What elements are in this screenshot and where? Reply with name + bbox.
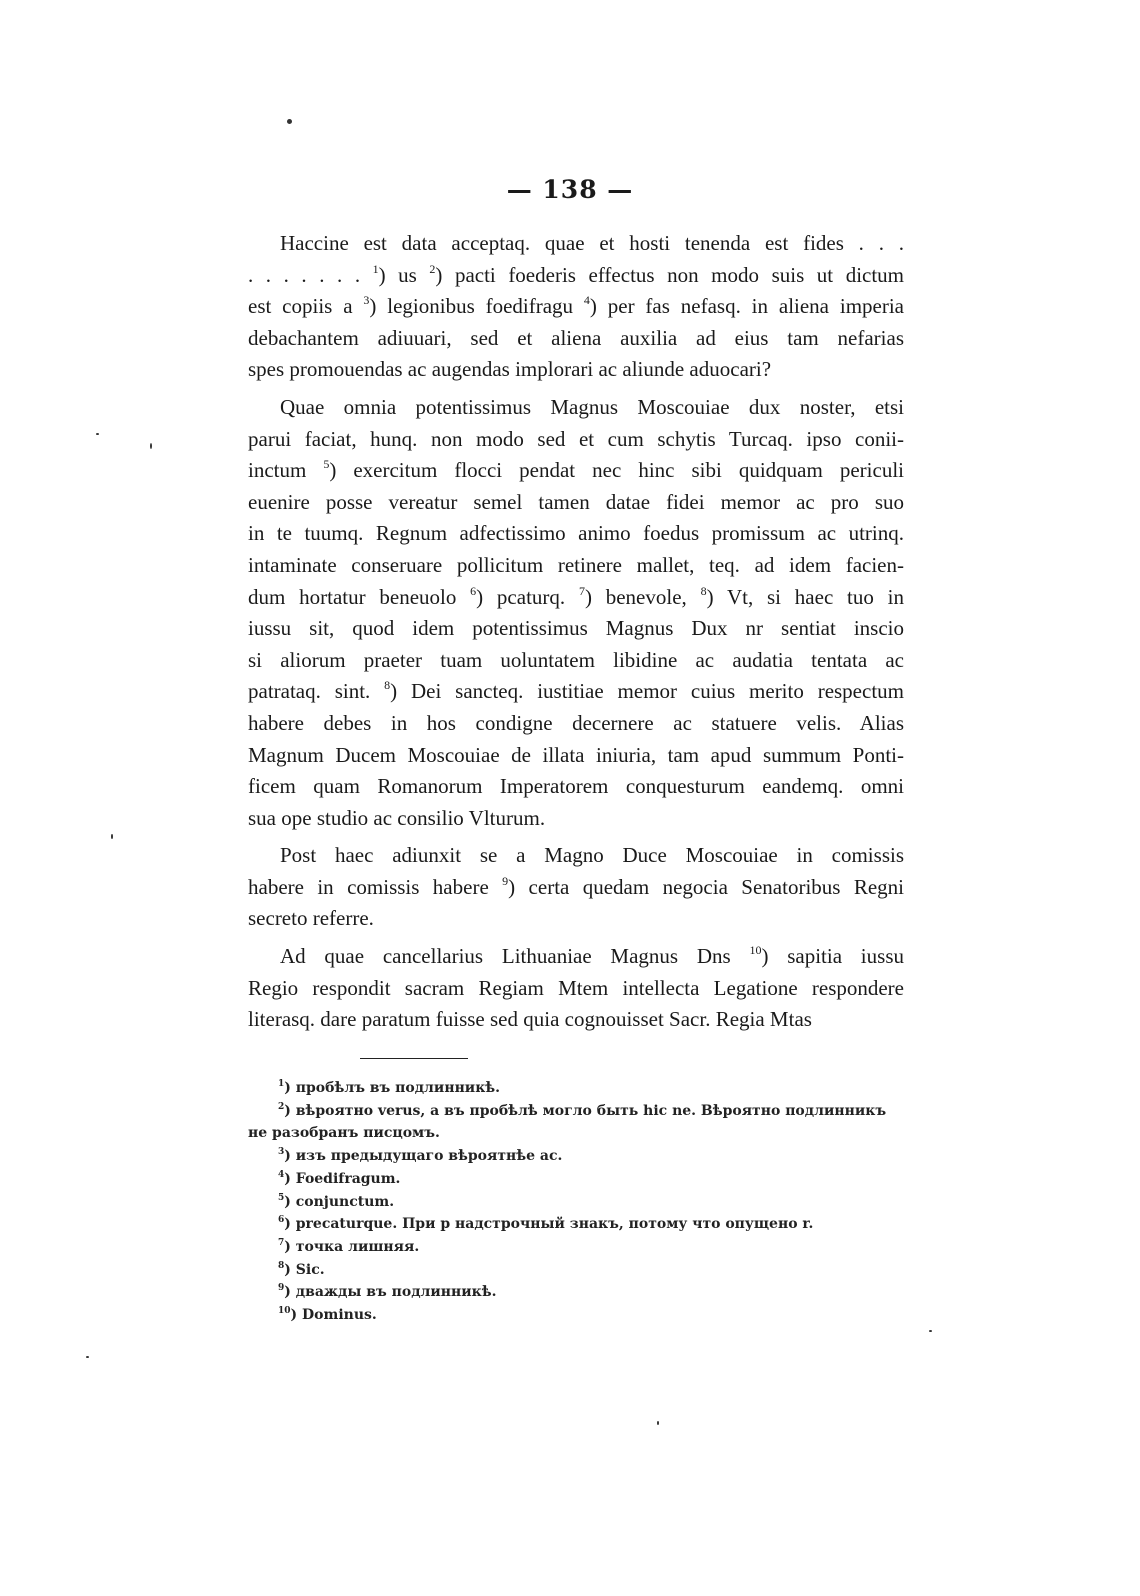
text-line: [248, 392, 904, 424]
scan-speck: [86, 1356, 89, 1358]
text-line: [248, 613, 904, 645]
text-run: Quae omnia potentissimus Magnus Moscouiae dux noster, etsi: [280, 394, 904, 419]
footnote-text: ) пробѣлъ въ подлинникѣ.: [284, 1080, 501, 1096]
scan-speck: [657, 1421, 659, 1425]
text-run: ) legionibus foedifragu: [369, 294, 584, 319]
footnote-ref: 9: [502, 873, 509, 888]
paragraph: [248, 840, 904, 935]
main-text: [248, 228, 904, 1042]
text-line: [248, 550, 904, 582]
text-line: [248, 323, 904, 355]
text-line: [248, 840, 904, 872]
text-run: Magnum Ducem Moscouiae de illata iniuria, tam apud summum Ponti-: [248, 742, 904, 767]
text-line: [248, 740, 904, 772]
text-run: ) exercitum flocci pendat nec hinc sibi quidquam periculi: [329, 458, 904, 483]
text-line: [248, 582, 904, 614]
text-run: ) per fas nefasq. in aliena imperia: [589, 294, 904, 319]
footnote-ref: 2: [429, 261, 436, 276]
paragraph: [248, 941, 904, 1036]
footnote-mark: 5: [278, 1192, 285, 1203]
text-line: [248, 518, 904, 550]
text-run: Haccine est data acceptaq. quae et hosti tenenda est fides . . .: [280, 231, 904, 255]
footnote-ref: 10: [749, 943, 762, 958]
text-run: habere debes in hos condigne decernere ac statuere velis. Alias: [248, 710, 904, 735]
text-line: [248, 941, 904, 973]
footnote-text: ) Foedifragum.: [284, 1170, 401, 1187]
scan-speck: [96, 433, 99, 435]
text-run: patrataq. sint.: [248, 679, 385, 704]
footnote: [248, 1281, 908, 1304]
footnote-text: ) дважды въ подлинникѣ.: [284, 1284, 497, 1301]
text-line: [248, 676, 904, 708]
footnote-mark: 1: [278, 1079, 285, 1089]
text-run: . . . . . . .: [248, 262, 373, 287]
footnote-mark: 3: [278, 1147, 285, 1158]
text-run: dum hortatur beneuolo: [248, 584, 471, 609]
footnote-mark: 8: [278, 1260, 285, 1271]
footnote-mark: 6: [278, 1215, 285, 1226]
footnote-mark: 7: [278, 1237, 285, 1248]
text-run: debachantem adiuuari, sed et aliena auxilia ad eius tam nefarias: [248, 325, 904, 350]
text-line: [248, 455, 904, 487]
footnote-ref: 6: [470, 583, 477, 598]
footnote-ref: 4: [583, 293, 590, 308]
text-line: [248, 424, 904, 456]
text-run: spes promouendas ac augendas implorari ac aliunde aduocari?: [248, 357, 772, 382]
scan-speck: [150, 443, 152, 449]
footnote: [248, 1236, 908, 1259]
text-run: ) Vt, si haec tuo in: [706, 584, 905, 609]
page-number: — 138 —: [506, 175, 634, 204]
text-run: ficem quam Romanorum Imperatorem conquesturum eandemq. omni: [248, 774, 904, 799]
text-run: Ad quae cancellarius Lithuaniae Magnus Dns: [280, 944, 750, 969]
text-run: Regio respondit sacram Regiam Mtem intellecta Legatione respondere: [248, 975, 904, 1000]
footnote-ref: 5: [323, 457, 330, 472]
footnote-text: не разобранъ писцомъ.: [248, 1125, 440, 1142]
footnote-ref: 8: [700, 583, 707, 598]
scan-speck: [111, 834, 113, 839]
text-line: [248, 1004, 904, 1036]
footnote: [248, 1191, 908, 1214]
text-line: [248, 903, 904, 935]
text-run: sua ope studio ac consilio Vlturum.: [248, 805, 546, 830]
footnote-text: ) Dominus.: [290, 1307, 377, 1324]
text-line: [248, 228, 904, 260]
text-run: iussu sit, quod idem potentissimus Magnus Dux nr sentiat inscio: [248, 616, 904, 641]
text-run: si aliorum praeter tuam uoluntatem libidine ac audatia tentata ac: [248, 647, 904, 672]
scan-speck: [929, 1330, 932, 1332]
text-line: [248, 645, 904, 677]
footnote-ref: 1: [372, 261, 379, 276]
text-run: parui faciat, hunq. non modo sed et cum schytis Turcaq. ipso conii-: [248, 426, 904, 451]
footnote: [248, 1122, 908, 1145]
footnote: [248, 1168, 908, 1191]
text-run: habere in comissis habere: [248, 874, 503, 899]
text-run: ) pacti foederis effectus non modo suis ut dictum: [435, 262, 905, 287]
scan-speck: [287, 119, 292, 124]
footnote: [248, 1304, 908, 1327]
footnote-text: ) conjunctum.: [284, 1193, 395, 1210]
text-run: ) sapitia iussu: [761, 944, 904, 969]
text-line: [248, 354, 904, 386]
text-run: inctum: [248, 458, 324, 483]
paragraph: [248, 392, 904, 834]
footnote-mark: 9: [278, 1283, 285, 1294]
footnote-text: ) Sic.: [284, 1261, 325, 1278]
text-run: euenire posse vereatur semel tamen datae fidei memor ac pro suo: [248, 489, 904, 514]
footnote-mark: 4: [278, 1169, 285, 1180]
text-run: secreto referre.: [248, 906, 374, 931]
text-run: Post haec adiunxit se a Magno Duce Moscouiae in comissis: [280, 843, 904, 868]
footnote-ref: 3: [363, 293, 370, 308]
text-line: [248, 771, 904, 803]
footnote: [248, 1100, 908, 1123]
footnote: [248, 1077, 908, 1100]
text-run: literasq. dare paratum fuisse sed quia cognouisset Sacr. Regia Mtas: [248, 1007, 812, 1032]
text-run: ) certa quedam negocia Senatoribus Regni: [508, 874, 905, 899]
text-run: ) benevole,: [584, 584, 701, 609]
text-line: [248, 973, 904, 1005]
footnote-mark: 10: [278, 1306, 291, 1317]
footnote-mark: 2: [278, 1101, 285, 1112]
footnote: [248, 1145, 908, 1168]
text-line: [248, 291, 904, 323]
footnote: [248, 1259, 908, 1282]
footnote: [248, 1213, 908, 1236]
footnote-ref: 7: [578, 583, 585, 598]
text-run: ) us: [378, 262, 430, 287]
footnote-separator: [360, 1058, 468, 1059]
text-line: [248, 708, 904, 740]
text-run: ) pcaturq.: [476, 584, 579, 609]
text-line: [248, 487, 904, 519]
footnote-text: ) precaturque. При p надстрочный знакъ, потому что опущено r.: [284, 1216, 814, 1233]
text-run: est copiis a: [248, 294, 364, 319]
paragraph: [248, 228, 904, 386]
text-line: [248, 260, 904, 292]
text-run: intaminate conseruare pollicitum retinere mallet, teq. ad idem facien-: [248, 552, 904, 577]
text-run: in te tuumq. Regnum adfectissimo animo foedus promissum ac utrinq.: [248, 521, 904, 546]
text-run: ) Dei sancteq. iustitiae memor cuius merito respectum: [390, 679, 904, 704]
footnote-text: ) изъ предыдущаго вѣроятнѣе ac.: [284, 1148, 563, 1165]
footnote-ref: 8: [384, 678, 391, 693]
text-line: [248, 872, 904, 904]
footnote-text: ) вѣроятно verus, а въ пробѣлѣ могло быть hic ne. Вѣроятно подлинникъ: [284, 1102, 887, 1119]
text-line: [248, 803, 904, 835]
footnote-text: ) точка лишняя.: [284, 1238, 420, 1255]
footnotes: [248, 1077, 908, 1327]
